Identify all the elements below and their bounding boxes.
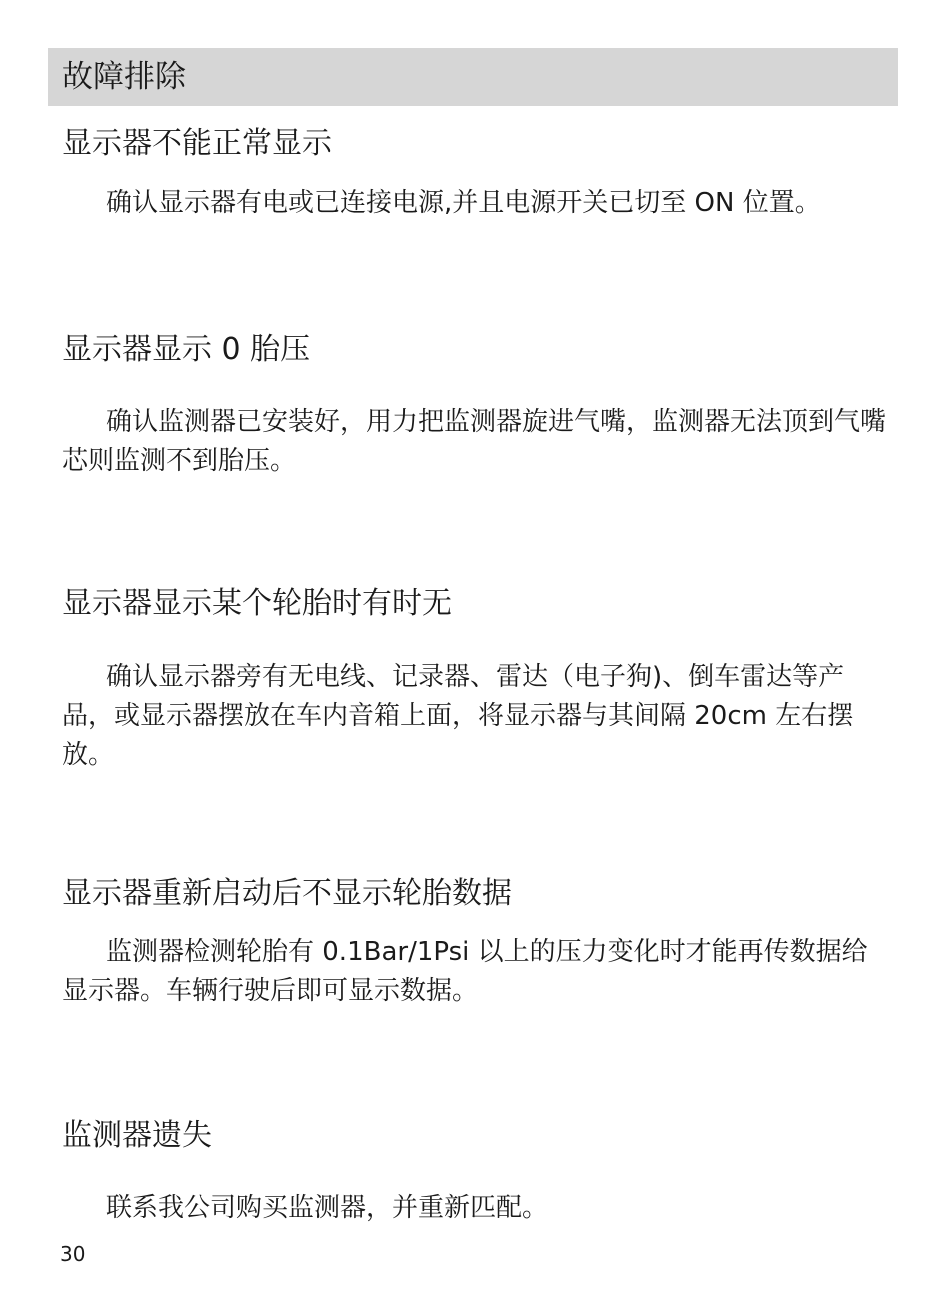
section-heading-display-not-working: 显示器不能正常显示	[62, 126, 332, 161]
section-header-band	[48, 48, 898, 106]
section-body-intermittent-tire: 确认显示器旁有无电线、记录器、雷达（电子狗)、倒车雷达等产品，或显示器摆放在车内音箱上面，将显示器与其间隔 20cm 左右摆放。	[62, 662, 854, 770]
section-heading-zero-pressure: 显示器显示 0 胎压	[62, 332, 311, 367]
section-heading-monitor-lost: 监测器遗失	[62, 1118, 212, 1153]
section-body-monitor-lost: 联系我公司购买监测器，并重新匹配。	[106, 1193, 549, 1223]
page-number: 30	[60, 1242, 86, 1266]
section-body-display-not-working: 确认显示器有电或已连接电源,并且电源开关已切至 ON 位置。	[106, 188, 821, 218]
page-title: 故障排除	[62, 59, 186, 95]
section-body-zero-pressure: 确认监测器已安装好，用力把监测器旋进气嘴，监测器无法顶到气嘴芯则监测不到胎压。	[62, 407, 887, 476]
section-heading-intermittent-tire: 显示器显示某个轮胎时有时无	[62, 586, 452, 621]
section-body-no-data-after-restart: 监测器检测轮胎有 0.1Bar/1Psi 以上的压力变化时才能再传数据给显示器。车辆行驶后即可显示数据。	[62, 937, 868, 1006]
section-heading-no-data-after-restart: 显示器重新启动后不显示轮胎数据	[62, 876, 512, 911]
